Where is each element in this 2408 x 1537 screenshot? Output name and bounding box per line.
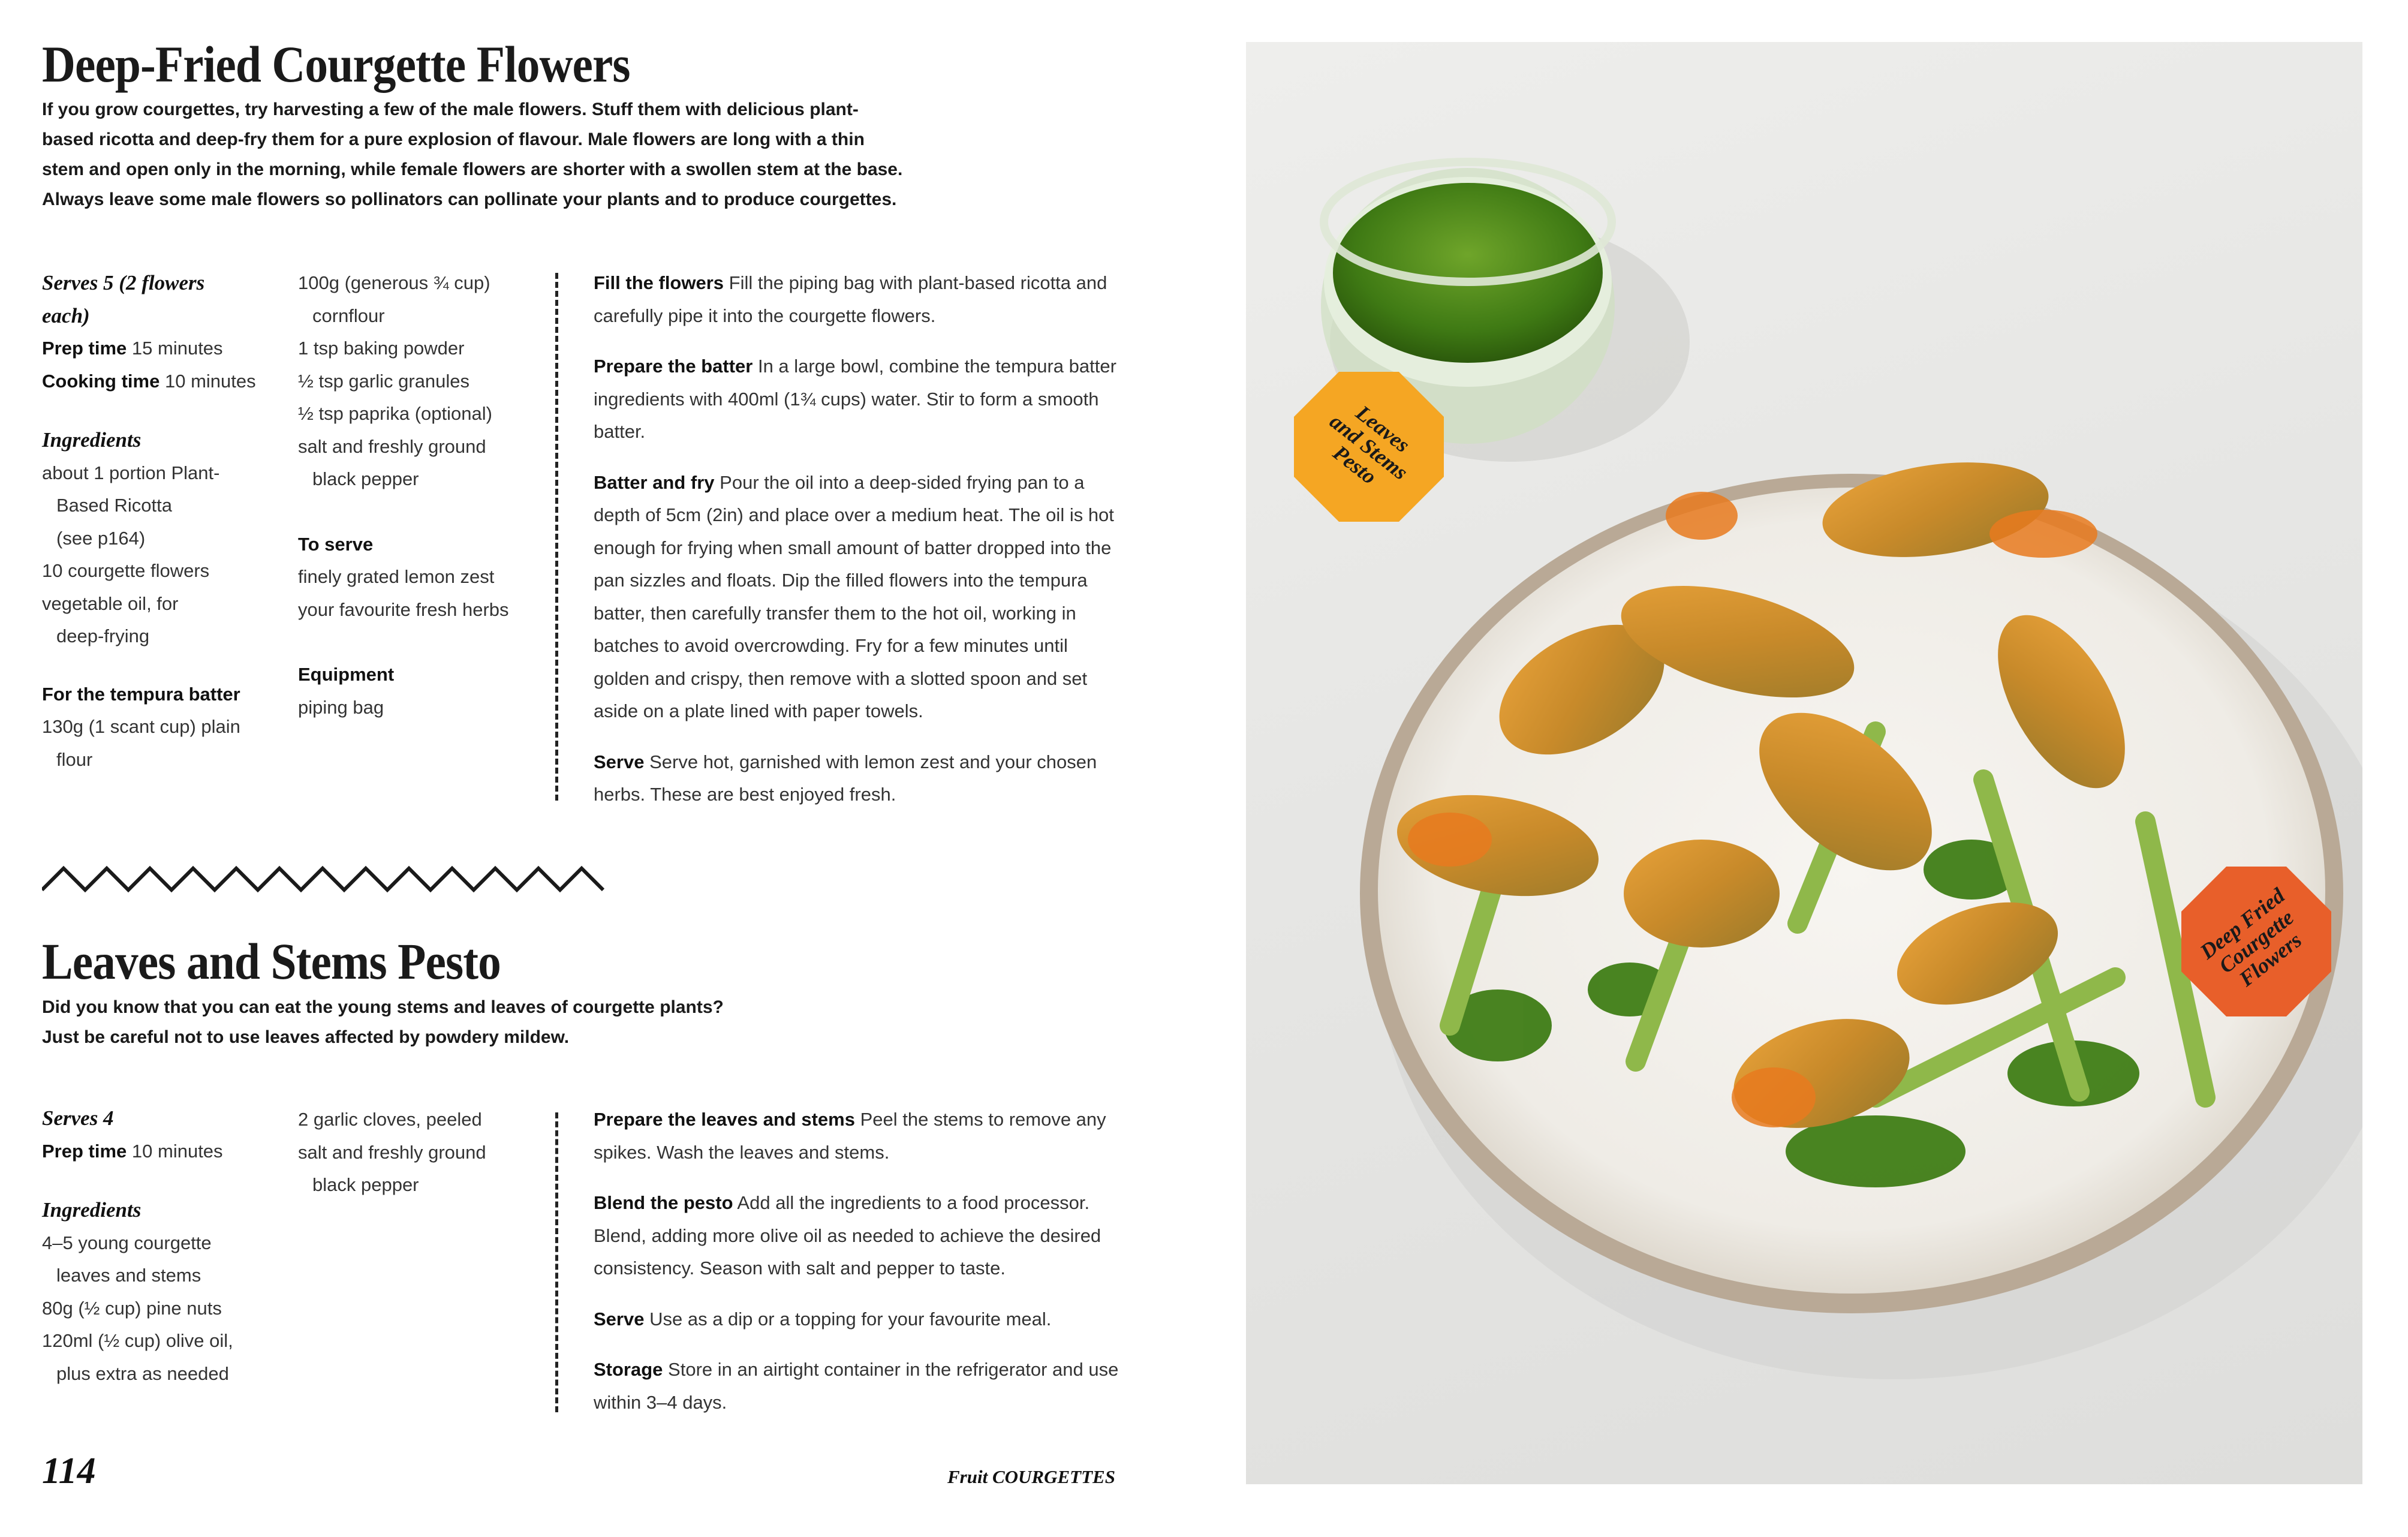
serves-label: Serves 4	[42, 1106, 114, 1130]
serve-heading: To serve	[298, 533, 374, 555]
intro-line: If you grow courgettes, try harvesting a few of the male flowers. Stuff them with delicious plant-	[42, 100, 859, 119]
badge-flowers-label: Deep Fried Courgette Flowers	[2195, 883, 2307, 991]
ingredient: 80g (½ cup) pine nuts	[42, 1297, 222, 1319]
prep-time: Prep time 10 minutes	[42, 1140, 223, 1162]
column-divider	[555, 1112, 558, 1412]
recipe2-intro	[42, 992, 977, 1052]
ingredient: leaves and stems	[56, 1265, 201, 1286]
recipe2-method	[594, 1103, 1127, 1437]
ingredient: 10 courgette flowers	[42, 560, 210, 581]
prep-time: Prep time 15 minutes	[42, 338, 223, 359]
ingredient: cornflour	[312, 305, 385, 326]
ingredient: 4–5 young courgette	[42, 1232, 212, 1253]
footer-section: Fruit	[947, 1466, 988, 1487]
ingredient: 120ml (½ cup) olive oil,	[42, 1330, 233, 1351]
serves-label-cont: each)	[42, 303, 90, 327]
method-step: Prepare the leaves and stems Peel the stems to remove any spikes. Wash the leaves and stems.	[594, 1109, 1106, 1163]
recipe-photo	[1246, 42, 2362, 1484]
ingredient: (see p164)	[56, 527, 146, 549]
method-step: Storage Store in an airtight container in the refrigerator and use within 3–4 days.	[594, 1359, 1119, 1413]
recipe1-method	[594, 267, 1127, 829]
footer-chapter: COURGETTES	[992, 1466, 1115, 1487]
page-number: 114	[42, 1451, 96, 1491]
serve-item: finely grated lemon zest	[298, 566, 495, 587]
serves-label: Serves 5 (2 flowers	[42, 271, 205, 294]
intro-line: stem and open only in the morning, while female flowers are shorter with a swollen stem at the base.	[42, 160, 903, 179]
ingredient: 130g (1 scant cup) plain	[42, 716, 240, 737]
serve-item: your favourite fresh herbs	[298, 598, 509, 620]
running-footer	[947, 1466, 1115, 1488]
batter-heading: For the tempura batter	[42, 683, 240, 705]
method-step: Prepare the batter In a large bowl, combine the tempura batter ingredients with 400ml (1¾ cups) water. Stir to form a smooth batter.	[594, 356, 1116, 442]
intro-line: Just be careful not to use leaves affected by powdery mildew.	[42, 1027, 570, 1047]
recipe1-ingredients-col1	[42, 267, 294, 776]
ingredient: 2 garlic cloves, peeled	[298, 1109, 482, 1130]
dish-illustration	[1246, 42, 2362, 1484]
ingredient: 1 tsp baking powder	[298, 338, 465, 359]
ingredients-heading: Ingredients	[42, 428, 142, 452]
equipment-item: piping bag	[298, 696, 384, 718]
recipe2-ingredients-col1	[42, 1102, 294, 1390]
ingredient: flour	[56, 748, 93, 770]
recipe2-ingredients-col2	[298, 1103, 556, 1202]
ingredient: deep-frying	[56, 625, 150, 646]
ingredient: black pepper	[312, 1174, 419, 1195]
recipe1-intro	[42, 95, 977, 215]
intro-line: Did you know that you can eat the young stems and leaves of courgette plants?	[42, 997, 724, 1017]
cook-time: Cooking time 10 minutes	[42, 370, 256, 392]
intro-line: Always leave some male flowers so pollinators can pollinate your plants and to produce courgettes.	[42, 190, 897, 209]
ingredients-heading: Ingredients	[42, 1198, 142, 1222]
ingredient: ½ tsp paprika (optional)	[298, 403, 492, 424]
equipment-heading: Equipment	[298, 664, 395, 685]
badge-pesto-label: Leaves and Stems Pesto	[1325, 400, 1414, 489]
ingredient: salt and freshly ground	[298, 435, 486, 457]
column-divider	[555, 273, 558, 801]
ingredient: about 1 portion Plant-	[42, 462, 220, 483]
method-step: Fill the flowers Fill the piping bag with plant-based ricotta and carefully pipe it into the courgette flowers.	[594, 272, 1107, 326]
recipe1-title: Deep-Fried Courgette Flowers	[42, 35, 630, 93]
ingredient: ½ tsp garlic granules	[298, 370, 470, 392]
intro-line: based ricotta and deep-fry them for a pure explosion of flavour. Male flowers are long with a thin	[42, 130, 865, 149]
ingredient: salt and freshly ground	[298, 1141, 486, 1163]
ingredient: plus extra as needed	[56, 1362, 229, 1384]
ingredient: black pepper	[312, 468, 419, 489]
recipe1-ingredients-col2	[298, 267, 556, 724]
ingredient: 100g (generous ¾ cup)	[298, 272, 490, 293]
method-step: Serve Use as a dip or a topping for your favourite meal.	[594, 1308, 1052, 1330]
ingredient: Based Ricotta	[56, 495, 172, 516]
ingredient: vegetable oil, for	[42, 592, 179, 614]
method-step: Serve Serve hot, garnished with lemon zest and your chosen herbs. These are best enjoyed fresh.	[594, 751, 1097, 805]
method-step: Batter and fry Pour the oil into a deep-sided frying pan to a depth of 5cm (2in) and place over a medium heat. The oil is hot enough for frying when small amount of batter dropped into the pan sizzles and floats. Dip the filled flowers into the tempura batter, then carefully transfer them to the hot oil, working in batches to avoid overcrowding. Fry for a few minutes until golden and crispy, then remove with a slotted spoon and set aside on a plate lined with paper towels.	[594, 471, 1114, 721]
recipe2-title: Leaves and Stems Pesto	[42, 933, 501, 990]
method-step: Blend the pesto Add all the ingredients to a food processor. Blend, adding more olive oil as needed to achieve the desired consistency. Season with salt and pepper to taste.	[594, 1192, 1101, 1279]
zigzag-divider	[42, 864, 612, 894]
